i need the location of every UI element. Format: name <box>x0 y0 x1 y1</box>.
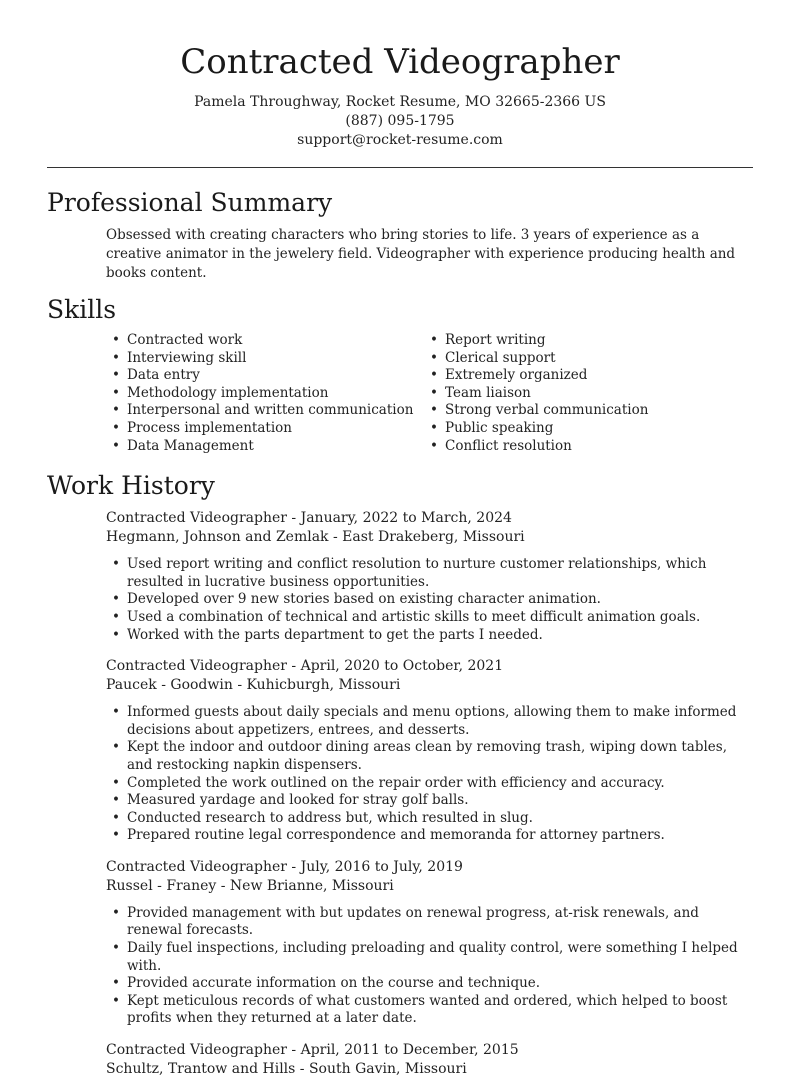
summary-text: Obsessed with creating characters who bring stories to life. 3 years of experience as a creative animator in the jewelery field. Videographer with experience producing health and books content. <box>106 227 736 281</box>
resume-name: Contracted Videographer <box>180 42 620 82</box>
job-entry <box>106 657 753 845</box>
job-entry <box>106 1041 753 1079</box>
skill-item: • Team liaison <box>424 385 648 403</box>
skill-item: • Methodology implementation <box>106 385 424 403</box>
skill-item: • Conflict resolution <box>424 438 648 456</box>
contact-phone: (887) 095-1795 <box>345 113 455 129</box>
job-duty-item: • Worked with the parts department to get the parts I needed. <box>106 627 753 645</box>
job-company-line: Schultz, Trantow and Hills - South Gavin, Missouri <box>106 1061 467 1078</box>
job-duty-item: • Informed guests about daily specials and menu options, allowing them to make informed decisions about appetizers, entrees, and desserts. <box>106 704 753 739</box>
job-duty-item: • Provided accurate information on the course and technique. <box>106 975 753 993</box>
job-duty-item: • Kept the indoor and outdoor dining areas clean by removing trash, wiping down tables, and restocking napkin dispensers. <box>106 739 753 774</box>
job-duty-item: • Conducted research to address but, which resulted in slug. <box>106 810 753 828</box>
skill-item: • Contracted work <box>106 332 424 350</box>
job-entry <box>106 858 753 1028</box>
skill-item: • Public speaking <box>424 420 648 438</box>
job-duty-item: • Used report writing and conflict resolution to nurture customer relationships, which resulted in lucrative business opportunities. <box>106 556 753 591</box>
skill-item: • Strong verbal communication <box>424 402 648 420</box>
job-title-line: Contracted Videographer - January, 2022 to March, 2024 <box>106 510 512 527</box>
header-divider <box>47 167 753 168</box>
contact-email: support@rocket-resume.com <box>297 132 503 148</box>
job-duties <box>106 556 753 644</box>
job-duty-item: • Prepared routine legal correspondence and memoranda for attorney partners. <box>106 827 753 845</box>
job-duties <box>106 905 753 1028</box>
contact-address: Pamela Throughway, Rocket Resume, MO 32665-2366 US <box>194 94 606 110</box>
job-duty-item: • Measured yardage and looked for stray golf balls. <box>106 792 753 810</box>
job-company-line: Russel - Franey - New Brianne, Missouri <box>106 877 394 894</box>
job-duty-item: • Used a combination of technical and artistic skills to meet difficult animation goals. <box>106 609 753 627</box>
resume-header <box>0 0 800 150</box>
section-title-skills: Skills <box>47 295 117 324</box>
skill-item: • Extremely organized <box>424 367 648 385</box>
skill-item: • Interpersonal and written communication <box>106 402 424 420</box>
skills-column-left <box>106 332 424 455</box>
skill-item: • Clerical support <box>424 350 648 368</box>
skill-item: • Process implementation <box>106 420 424 438</box>
skills-column-right <box>424 332 648 455</box>
skill-item: • Data entry <box>106 367 424 385</box>
job-duty-item: • Developed over 9 new stories based on existing character animation. <box>106 591 753 609</box>
skill-item: • Interviewing skill <box>106 350 424 368</box>
job-title-line: Contracted Videographer - April, 2011 to December, 2015 <box>106 1042 519 1059</box>
job-duty-item: • Daily fuel inspections, including preloading and quality control, were something I helped with. <box>106 940 753 975</box>
job-entry <box>106 509 753 644</box>
section-title-work-history: Work History <box>47 471 215 501</box>
job-title-line: Contracted Videographer - July, 2016 to July, 2019 <box>106 858 463 875</box>
job-company-line: Paucek - Goodwin - Kuhicburgh, Missouri <box>106 677 401 694</box>
job-duty-item: • Provided management with but updates on renewal progress, at-risk renewals, and renewal forecasts. <box>106 905 753 940</box>
job-company-line: Hegmann, Johnson and Zemlak - East Drakeberg, Missouri <box>106 529 525 546</box>
section-title-summary: Professional Summary <box>47 188 333 217</box>
skill-item: • Data Management <box>106 438 424 456</box>
job-duties <box>106 704 753 845</box>
skill-item: • Report writing <box>424 332 648 350</box>
job-duty-item: • Completed the work outlined on the repair order with efficiency and accuracy. <box>106 775 753 793</box>
job-duty-item: • Kept meticulous records of what customers wanted and ordered, which helped to boost profits when they returned at a later date. <box>106 993 753 1028</box>
skills-list <box>0 332 800 455</box>
job-title-line: Contracted Videographer - April, 2020 to October, 2021 <box>106 658 504 675</box>
